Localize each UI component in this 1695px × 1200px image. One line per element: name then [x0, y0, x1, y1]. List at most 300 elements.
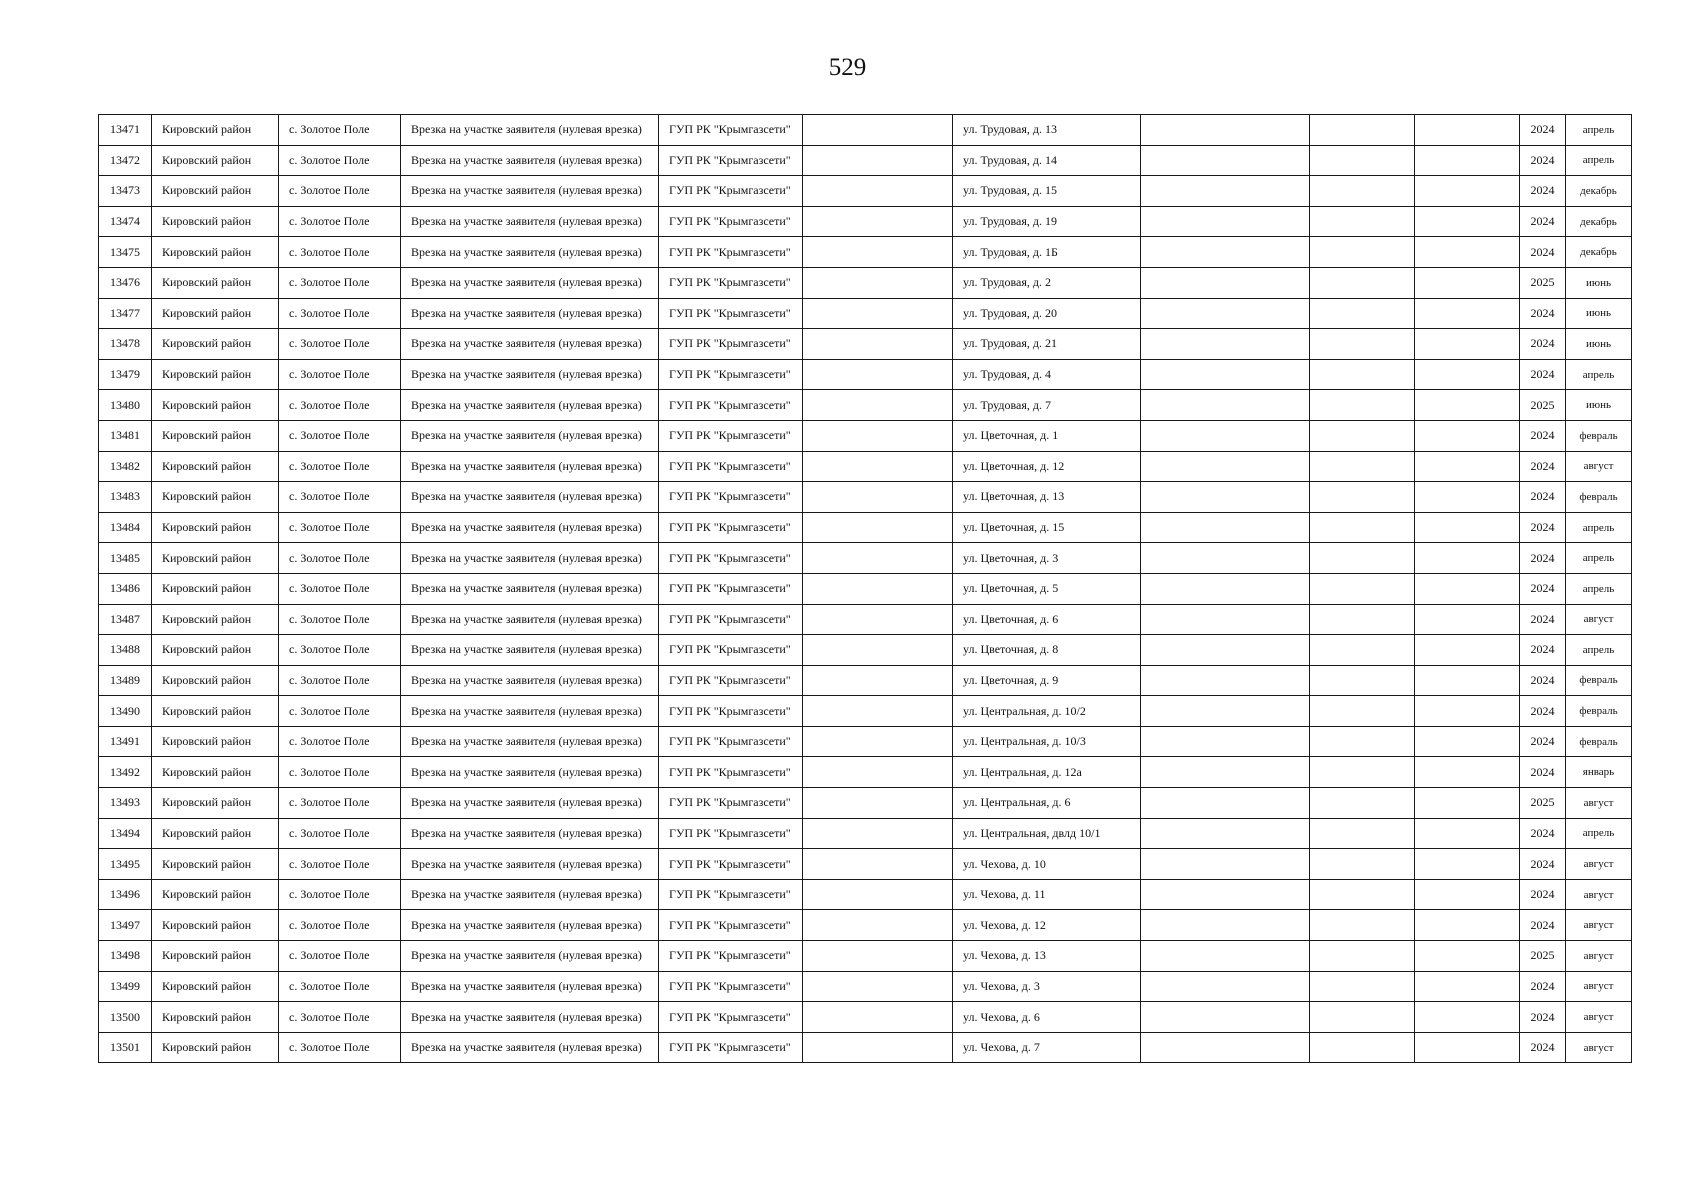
month-cell: июнь: [1566, 329, 1632, 360]
month-cell: апрель: [1566, 543, 1632, 574]
empty-cell: [1415, 115, 1520, 146]
district-cell: Кировский район: [152, 573, 279, 604]
month-cell: апрель: [1566, 818, 1632, 849]
row-number-cell: 13483: [99, 482, 152, 513]
empty-cell: [1415, 1002, 1520, 1033]
year-cell: 2024: [1520, 726, 1566, 757]
organization-cell: ГУП РК "Крымгазсети": [659, 298, 803, 329]
organization-cell: ГУП РК "Крымгазсети": [659, 1002, 803, 1033]
empty-cell: [1310, 206, 1415, 237]
table-row: [99, 145, 1632, 176]
table-row: [99, 267, 1632, 298]
work-type-cell: Врезка на участке заявителя (нулевая врезка): [401, 818, 659, 849]
register-body: [99, 115, 1632, 1063]
empty-cell: [803, 420, 953, 451]
work-type-cell: Врезка на участке заявителя (нулевая врезка): [401, 298, 659, 329]
district-cell: Кировский район: [152, 329, 279, 360]
year-cell: 2025: [1520, 788, 1566, 819]
district-cell: Кировский район: [152, 635, 279, 666]
empty-cell: [1141, 879, 1310, 910]
village-cell: с. Золотое Поле: [279, 329, 401, 360]
work-type-cell: Врезка на участке заявителя (нулевая врезка): [401, 941, 659, 972]
table-row: [99, 482, 1632, 513]
work-type-cell: Врезка на участке заявителя (нулевая врезка): [401, 849, 659, 880]
month-cell: февраль: [1566, 665, 1632, 696]
empty-cell: [1415, 298, 1520, 329]
village-cell: с. Золотое Поле: [279, 757, 401, 788]
table-row: [99, 757, 1632, 788]
month-cell: апрель: [1566, 573, 1632, 604]
empty-cell: [1141, 941, 1310, 972]
empty-cell: [1310, 267, 1415, 298]
empty-cell: [803, 696, 953, 727]
district-cell: Кировский район: [152, 420, 279, 451]
address-cell: ул. Центральная, д. 6: [953, 788, 1141, 819]
district-cell: Кировский район: [152, 726, 279, 757]
organization-cell: ГУП РК "Крымгазсети": [659, 879, 803, 910]
empty-cell: [1415, 482, 1520, 513]
empty-cell: [1141, 451, 1310, 482]
empty-cell: [1415, 726, 1520, 757]
year-cell: 2024: [1520, 482, 1566, 513]
empty-cell: [1310, 145, 1415, 176]
village-cell: с. Золотое Поле: [279, 451, 401, 482]
row-number-cell: 13498: [99, 941, 152, 972]
empty-cell: [1310, 696, 1415, 727]
table-row: [99, 635, 1632, 666]
row-number-cell: 13489: [99, 665, 152, 696]
organization-cell: ГУП РК "Крымгазсети": [659, 1032, 803, 1063]
empty-cell: [1415, 696, 1520, 727]
work-type-cell: Врезка на участке заявителя (нулевая врезка): [401, 788, 659, 819]
empty-cell: [1310, 910, 1415, 941]
address-cell: ул. Чехова, д. 6: [953, 1002, 1141, 1033]
empty-cell: [803, 206, 953, 237]
work-type-cell: Врезка на участке заявителя (нулевая врезка): [401, 726, 659, 757]
empty-cell: [1310, 390, 1415, 421]
district-cell: Кировский район: [152, 818, 279, 849]
empty-cell: [1310, 115, 1415, 146]
table-row: [99, 390, 1632, 421]
empty-cell: [803, 543, 953, 574]
row-number-cell: 13494: [99, 818, 152, 849]
village-cell: с. Золотое Поле: [279, 1002, 401, 1033]
table-row: [99, 818, 1632, 849]
month-cell: февраль: [1566, 696, 1632, 727]
empty-cell: [1415, 849, 1520, 880]
empty-cell: [1415, 818, 1520, 849]
work-type-cell: Врезка на участке заявителя (нулевая врезка): [401, 573, 659, 604]
empty-cell: [1415, 941, 1520, 972]
year-cell: 2025: [1520, 941, 1566, 972]
month-cell: декабрь: [1566, 176, 1632, 207]
row-number-cell: 13492: [99, 757, 152, 788]
empty-cell: [1141, 910, 1310, 941]
year-cell: 2024: [1520, 879, 1566, 910]
empty-cell: [1141, 788, 1310, 819]
empty-cell: [1141, 726, 1310, 757]
empty-cell: [803, 910, 953, 941]
year-cell: 2024: [1520, 757, 1566, 788]
empty-cell: [803, 451, 953, 482]
empty-cell: [1415, 757, 1520, 788]
year-cell: 2024: [1520, 420, 1566, 451]
month-cell: июнь: [1566, 390, 1632, 421]
organization-cell: ГУП РК "Крымгазсети": [659, 115, 803, 146]
address-cell: ул. Чехова, д. 13: [953, 941, 1141, 972]
village-cell: с. Золотое Поле: [279, 818, 401, 849]
empty-cell: [1310, 482, 1415, 513]
year-cell: 2024: [1520, 849, 1566, 880]
empty-cell: [1310, 849, 1415, 880]
empty-cell: [1415, 359, 1520, 390]
table-row: [99, 604, 1632, 635]
district-cell: Кировский район: [152, 1032, 279, 1063]
district-cell: Кировский район: [152, 115, 279, 146]
row-number-cell: 13476: [99, 267, 152, 298]
address-cell: ул. Чехова, д. 7: [953, 1032, 1141, 1063]
empty-cell: [1310, 176, 1415, 207]
village-cell: с. Золотое Поле: [279, 512, 401, 543]
village-cell: с. Золотое Поле: [279, 298, 401, 329]
table-row: [99, 206, 1632, 237]
address-cell: ул. Трудовая, д. 13: [953, 115, 1141, 146]
address-cell: ул. Цветочная, д. 15: [953, 512, 1141, 543]
empty-cell: [1141, 298, 1310, 329]
organization-cell: ГУП РК "Крымгазсети": [659, 604, 803, 635]
empty-cell: [1141, 818, 1310, 849]
address-cell: ул. Трудовая, д. 14: [953, 145, 1141, 176]
village-cell: с. Золотое Поле: [279, 696, 401, 727]
address-cell: ул. Центральная, двлд 10/1: [953, 818, 1141, 849]
work-type-cell: Врезка на участке заявителя (нулевая врезка): [401, 604, 659, 635]
empty-cell: [1415, 971, 1520, 1002]
address-cell: ул. Чехова, д. 11: [953, 879, 1141, 910]
empty-cell: [1141, 237, 1310, 268]
district-cell: Кировский район: [152, 971, 279, 1002]
empty-cell: [803, 818, 953, 849]
district-cell: Кировский район: [152, 237, 279, 268]
table-row: [99, 451, 1632, 482]
district-cell: Кировский район: [152, 849, 279, 880]
village-cell: с. Золотое Поле: [279, 849, 401, 880]
organization-cell: ГУП РК "Крымгазсети": [659, 237, 803, 268]
empty-cell: [803, 971, 953, 1002]
table-row: [99, 788, 1632, 819]
address-cell: ул. Трудовая, д. 19: [953, 206, 1141, 237]
page-number: 529: [828, 54, 867, 81]
empty-cell: [1141, 573, 1310, 604]
empty-cell: [803, 176, 953, 207]
empty-cell: [1141, 206, 1310, 237]
empty-cell: [1415, 420, 1520, 451]
empty-cell: [1415, 512, 1520, 543]
month-cell: август: [1566, 910, 1632, 941]
month-cell: август: [1566, 849, 1632, 880]
empty-cell: [1310, 971, 1415, 1002]
district-cell: Кировский район: [152, 206, 279, 237]
address-cell: ул. Центральная, д. 10/3: [953, 726, 1141, 757]
empty-cell: [1141, 757, 1310, 788]
month-cell: апрель: [1566, 635, 1632, 666]
empty-cell: [1141, 1002, 1310, 1033]
empty-cell: [1310, 665, 1415, 696]
empty-cell: [1310, 1002, 1415, 1033]
organization-cell: ГУП РК "Крымгазсети": [659, 206, 803, 237]
empty-cell: [803, 359, 953, 390]
work-type-cell: Врезка на участке заявителя (нулевая врезка): [401, 1032, 659, 1063]
row-number-cell: 13486: [99, 573, 152, 604]
empty-cell: [803, 788, 953, 819]
district-cell: Кировский район: [152, 941, 279, 972]
table-row: [99, 879, 1632, 910]
organization-cell: ГУП РК "Крымгазсети": [659, 543, 803, 574]
month-cell: август: [1566, 1032, 1632, 1063]
empty-cell: [803, 726, 953, 757]
empty-cell: [1141, 359, 1310, 390]
village-cell: с. Золотое Поле: [279, 573, 401, 604]
district-cell: Кировский район: [152, 788, 279, 819]
village-cell: с. Золотое Поле: [279, 788, 401, 819]
empty-cell: [1415, 573, 1520, 604]
work-type-cell: Врезка на участке заявителя (нулевая врезка): [401, 237, 659, 268]
empty-cell: [803, 665, 953, 696]
month-cell: июнь: [1566, 298, 1632, 329]
table-row: [99, 115, 1632, 146]
month-cell: август: [1566, 971, 1632, 1002]
organization-cell: ГУП РК "Крымгазсети": [659, 910, 803, 941]
district-cell: Кировский район: [152, 512, 279, 543]
work-type-cell: Врезка на участке заявителя (нулевая врезка): [401, 665, 659, 696]
empty-cell: [803, 573, 953, 604]
village-cell: с. Золотое Поле: [279, 971, 401, 1002]
empty-cell: [1141, 543, 1310, 574]
organization-cell: ГУП РК "Крымгазсети": [659, 420, 803, 451]
row-number-cell: 13497: [99, 910, 152, 941]
year-cell: 2025: [1520, 267, 1566, 298]
organization-cell: ГУП РК "Крымгазсети": [659, 390, 803, 421]
village-cell: с. Золотое Поле: [279, 482, 401, 513]
row-number-cell: 13474: [99, 206, 152, 237]
address-cell: ул. Трудовая, д. 1Б: [953, 237, 1141, 268]
address-cell: ул. Цветочная, д. 13: [953, 482, 1141, 513]
work-type-cell: Врезка на участке заявителя (нулевая врезка): [401, 206, 659, 237]
empty-cell: [1415, 176, 1520, 207]
empty-cell: [803, 1002, 953, 1033]
empty-cell: [1415, 543, 1520, 574]
table-row: [99, 298, 1632, 329]
district-cell: Кировский район: [152, 176, 279, 207]
empty-cell: [1141, 604, 1310, 635]
empty-cell: [1415, 451, 1520, 482]
village-cell: с. Золотое Поле: [279, 176, 401, 207]
empty-cell: [1415, 237, 1520, 268]
table-row: [99, 665, 1632, 696]
empty-cell: [1310, 451, 1415, 482]
empty-cell: [1415, 910, 1520, 941]
address-cell: ул. Центральная, д. 12а: [953, 757, 1141, 788]
organization-cell: ГУП РК "Крымгазсети": [659, 696, 803, 727]
row-number-cell: 13472: [99, 145, 152, 176]
empty-cell: [803, 757, 953, 788]
table-row: [99, 971, 1632, 1002]
village-cell: с. Золотое Поле: [279, 390, 401, 421]
village-cell: с. Золотое Поле: [279, 359, 401, 390]
empty-cell: [1141, 971, 1310, 1002]
empty-cell: [803, 298, 953, 329]
month-cell: август: [1566, 788, 1632, 819]
year-cell: 2024: [1520, 971, 1566, 1002]
row-number-cell: 13493: [99, 788, 152, 819]
table-row: [99, 512, 1632, 543]
address-cell: ул. Чехова, д. 10: [953, 849, 1141, 880]
empty-cell: [1310, 788, 1415, 819]
village-cell: с. Золотое Поле: [279, 941, 401, 972]
row-number-cell: 13495: [99, 849, 152, 880]
work-type-cell: Врезка на участке заявителя (нулевая врезка): [401, 176, 659, 207]
empty-cell: [1415, 788, 1520, 819]
empty-cell: [1415, 665, 1520, 696]
district-cell: Кировский район: [152, 604, 279, 635]
work-type-cell: Врезка на участке заявителя (нулевая врезка): [401, 145, 659, 176]
address-cell: ул. Трудовая, д. 7: [953, 390, 1141, 421]
empty-cell: [1310, 635, 1415, 666]
table-row: [99, 726, 1632, 757]
empty-cell: [1141, 512, 1310, 543]
month-cell: февраль: [1566, 420, 1632, 451]
row-number-cell: 13490: [99, 696, 152, 727]
row-number-cell: 13484: [99, 512, 152, 543]
village-cell: с. Золотое Поле: [279, 665, 401, 696]
empty-cell: [1415, 145, 1520, 176]
organization-cell: ГУП РК "Крымгазсети": [659, 788, 803, 819]
empty-cell: [1310, 604, 1415, 635]
address-cell: ул. Чехова, д. 12: [953, 910, 1141, 941]
year-cell: 2024: [1520, 206, 1566, 237]
table-row: [99, 910, 1632, 941]
village-cell: с. Золотое Поле: [279, 267, 401, 298]
year-cell: 2024: [1520, 298, 1566, 329]
year-cell: 2024: [1520, 604, 1566, 635]
organization-cell: ГУП РК "Крымгазсети": [659, 451, 803, 482]
district-cell: Кировский район: [152, 1002, 279, 1033]
organization-cell: ГУП РК "Крымгазсети": [659, 267, 803, 298]
month-cell: август: [1566, 879, 1632, 910]
month-cell: апрель: [1566, 512, 1632, 543]
work-type-cell: Врезка на участке заявителя (нулевая врезка): [401, 115, 659, 146]
organization-cell: ГУП РК "Крымгазсети": [659, 635, 803, 666]
organization-cell: ГУП РК "Крымгазсети": [659, 818, 803, 849]
work-type-cell: Врезка на участке заявителя (нулевая врезка): [401, 910, 659, 941]
row-number-cell: 13496: [99, 879, 152, 910]
table-row: [99, 359, 1632, 390]
empty-cell: [803, 329, 953, 360]
work-type-cell: Врезка на участке заявителя (нулевая врезка): [401, 482, 659, 513]
register-table: [98, 114, 1632, 1063]
work-type-cell: Врезка на участке заявителя (нулевая врезка): [401, 879, 659, 910]
address-cell: ул. Цветочная, д. 1: [953, 420, 1141, 451]
table-row: [99, 176, 1632, 207]
empty-cell: [1310, 941, 1415, 972]
month-cell: декабрь: [1566, 237, 1632, 268]
row-number-cell: 13500: [99, 1002, 152, 1033]
work-type-cell: Врезка на участке заявителя (нулевая врезка): [401, 420, 659, 451]
empty-cell: [1415, 390, 1520, 421]
empty-cell: [1310, 818, 1415, 849]
empty-cell: [803, 390, 953, 421]
empty-cell: [803, 1032, 953, 1063]
organization-cell: ГУП РК "Крымгазсети": [659, 573, 803, 604]
work-type-cell: Врезка на участке заявителя (нулевая врезка): [401, 757, 659, 788]
year-cell: 2024: [1520, 910, 1566, 941]
year-cell: 2024: [1520, 145, 1566, 176]
empty-cell: [803, 237, 953, 268]
village-cell: с. Золотое Поле: [279, 604, 401, 635]
work-type-cell: Врезка на участке заявителя (нулевая врезка): [401, 543, 659, 574]
empty-cell: [1310, 359, 1415, 390]
organization-cell: ГУП РК "Крымгазсети": [659, 971, 803, 1002]
empty-cell: [1310, 726, 1415, 757]
month-cell: июнь: [1566, 267, 1632, 298]
district-cell: Кировский район: [152, 482, 279, 513]
address-cell: ул. Центральная, д. 10/2: [953, 696, 1141, 727]
row-number-cell: 13485: [99, 543, 152, 574]
row-number-cell: 13478: [99, 329, 152, 360]
village-cell: с. Золотое Поле: [279, 879, 401, 910]
district-cell: Кировский район: [152, 696, 279, 727]
row-number-cell: 13475: [99, 237, 152, 268]
village-cell: с. Золотое Поле: [279, 115, 401, 146]
year-cell: 2024: [1520, 635, 1566, 666]
work-type-cell: Врезка на участке заявителя (нулевая врезка): [401, 329, 659, 360]
address-cell: ул. Трудовая, д. 2: [953, 267, 1141, 298]
empty-cell: [1141, 635, 1310, 666]
empty-cell: [803, 879, 953, 910]
village-cell: с. Золотое Поле: [279, 237, 401, 268]
organization-cell: ГУП РК "Крымгазсети": [659, 482, 803, 513]
address-cell: ул. Трудовая, д. 21: [953, 329, 1141, 360]
empty-cell: [803, 941, 953, 972]
address-cell: ул. Чехова, д. 3: [953, 971, 1141, 1002]
empty-cell: [803, 849, 953, 880]
district-cell: Кировский район: [152, 298, 279, 329]
village-cell: с. Золотое Поле: [279, 206, 401, 237]
organization-cell: ГУП РК "Крымгазсети": [659, 757, 803, 788]
work-type-cell: Врезка на участке заявителя (нулевая врезка): [401, 635, 659, 666]
empty-cell: [1415, 329, 1520, 360]
row-number-cell: 13480: [99, 390, 152, 421]
empty-cell: [1310, 879, 1415, 910]
row-number-cell: 13488: [99, 635, 152, 666]
empty-cell: [1141, 482, 1310, 513]
village-cell: с. Золотое Поле: [279, 910, 401, 941]
work-type-cell: Врезка на участке заявителя (нулевая врезка): [401, 267, 659, 298]
address-cell: ул. Трудовая, д. 20: [953, 298, 1141, 329]
organization-cell: ГУП РК "Крымгазсети": [659, 726, 803, 757]
district-cell: Кировский район: [152, 359, 279, 390]
district-cell: Кировский район: [152, 543, 279, 574]
district-cell: Кировский район: [152, 451, 279, 482]
year-cell: 2024: [1520, 1002, 1566, 1033]
table-row: [99, 329, 1632, 360]
empty-cell: [1141, 420, 1310, 451]
empty-cell: [1141, 176, 1310, 207]
empty-cell: [1310, 237, 1415, 268]
year-cell: 2024: [1520, 665, 1566, 696]
row-number-cell: 13473: [99, 176, 152, 207]
row-number-cell: 13487: [99, 604, 152, 635]
table-row: [99, 1032, 1632, 1063]
